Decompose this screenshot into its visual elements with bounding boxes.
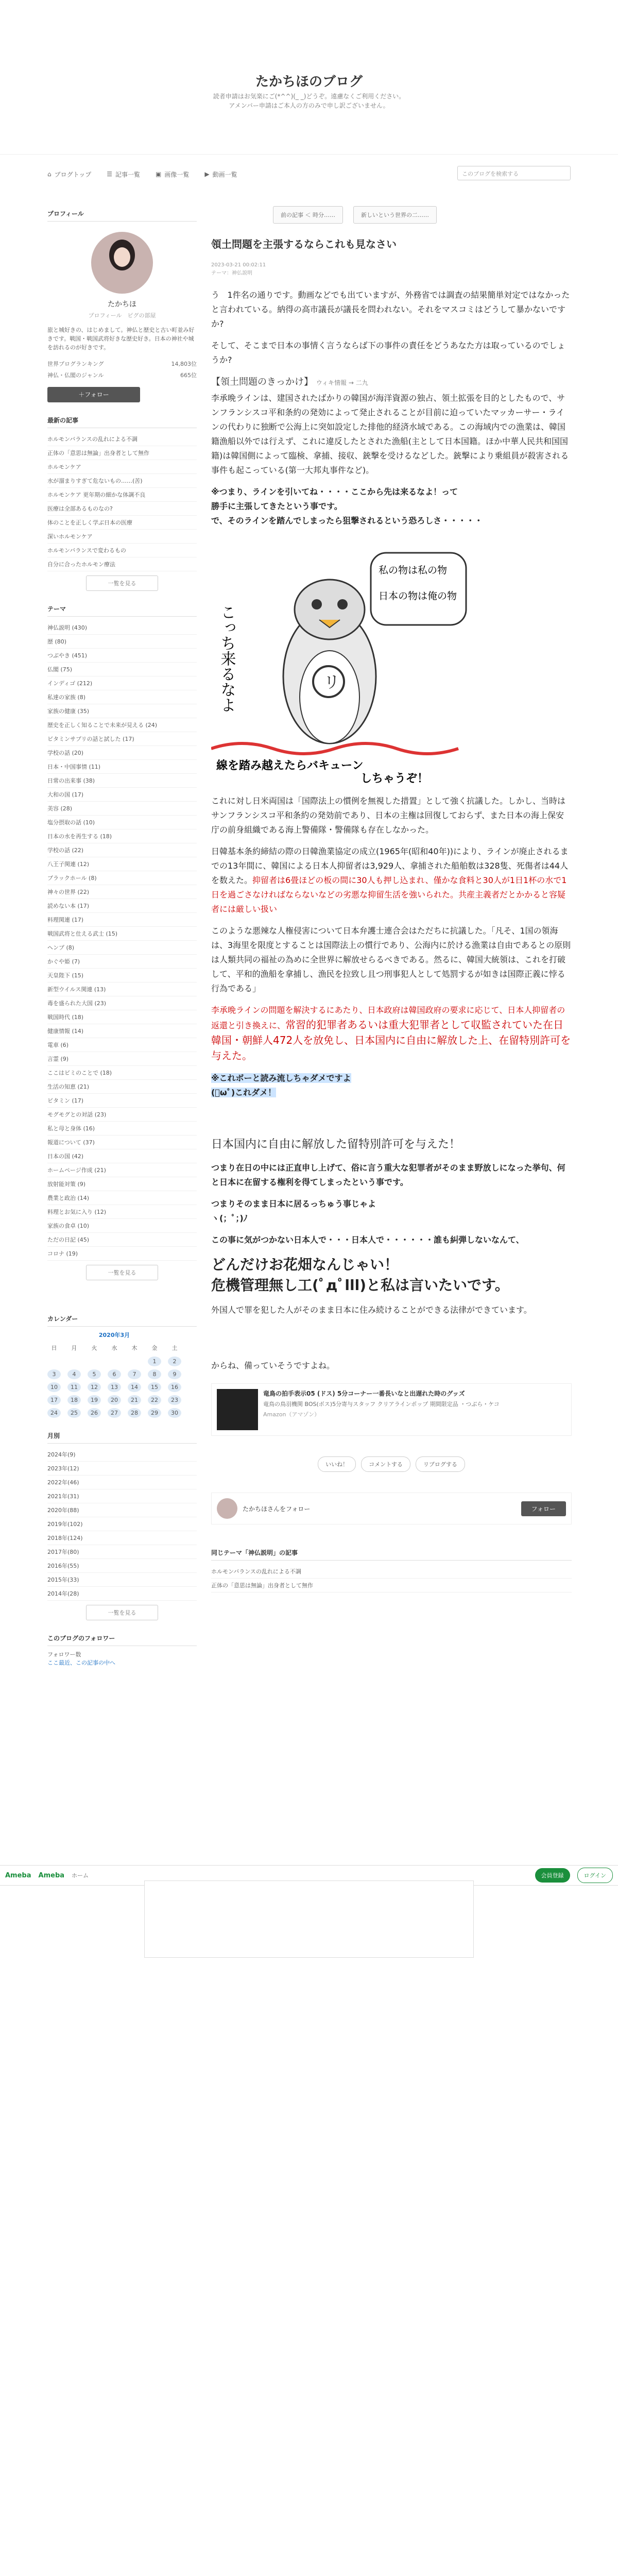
recent-item[interactable]: 深いホルモンケア (47, 530, 197, 544)
calendar-heading: カレンダー (47, 1311, 197, 1327)
archive-item[interactable]: 2022年(46) (47, 1476, 197, 1489)
section-heading: 【領土問題のきっかけ】 ウィキ情報 → 二九 (211, 377, 368, 387)
nav-video-list[interactable]: ▶ 動画一覧 (204, 171, 237, 178)
followers-link[interactable]: ここ最近、この記事の中へ (47, 1659, 115, 1666)
calendar-day[interactable]: 16 (168, 1382, 181, 1392)
calendar-day (108, 1357, 121, 1366)
calendar-week (47, 1382, 181, 1392)
reblog-button[interactable]: リブログする (416, 1456, 465, 1472)
calendar-day[interactable]: 15 (148, 1382, 161, 1392)
theme-item[interactable]: 塩分摂取の話 (10) (47, 816, 197, 829)
theme-item[interactable]: 美容 (28) (47, 802, 197, 816)
login-button[interactable]: ログイン (577, 1868, 613, 1883)
calendar-week (47, 1395, 181, 1405)
prev-article-button[interactable]: 前の記事 ＜ 時分…… (273, 206, 343, 224)
nav-blog-top[interactable]: ⌂ ブログトップ (47, 171, 92, 178)
pager (273, 206, 572, 224)
ad-home-link[interactable]: ホーム (72, 1872, 89, 1879)
calendar-day (128, 1357, 141, 1366)
theme-item[interactable]: 料理とお気に入り (12) (47, 1205, 197, 1219)
calendar-weekday: 土 (171, 1345, 178, 1351)
avatar[interactable] (91, 232, 153, 294)
calendar-day[interactable]: 19 (88, 1395, 101, 1405)
paragraph: そして、そこまで日本の事情く言うならば下の事件の責任をどうあなた方は取っているのでしょうか? (211, 341, 565, 365)
recent-item[interactable]: 正体の「意思は無論」出身者として無作 (47, 446, 197, 460)
theme-item[interactable]: 戦国時代 (18) (47, 1010, 197, 1024)
emphasis-text: 勝手に主張してきたという事です。 (211, 501, 342, 511)
archive-item[interactable]: 2021年(31) (47, 1489, 197, 1503)
genre-stat[interactable]: 神仏・仏閣のジャンル 665位 (47, 372, 197, 379)
product-image[interactable] (217, 1389, 258, 1430)
author-follow-card (211, 1493, 572, 1524)
archive-item[interactable]: 2014年(28) (47, 1587, 197, 1601)
theme-item[interactable]: ヘンプ (8) (47, 941, 197, 955)
penguin-illustration (211, 543, 474, 785)
paragraph: これに対し日米両国は「国際法上の慣例を無視した措置」として強く抗議した。しかし、当時はサンフランシスコ平和条約の発効前であり、日本の主権は回復しておらず、また日本の海上保安庁の前身組織である海上警備隊・警備隊も存在しなかった。 (211, 796, 566, 835)
calendar-day[interactable]: 1 (148, 1357, 161, 1366)
profile-text: 旅と城好きの、はじめまして。神仏と歴史と古い町並み好きです。戦国・戦国武将好きな歴史好き。日本の神社や城を訪れるのが好きです。 (47, 327, 195, 351)
theme-item[interactable]: 生活の知恵 (21) (47, 1080, 197, 1094)
calendar-day[interactable]: 22 (148, 1395, 161, 1405)
theme-item[interactable]: 電車 (6) (47, 1038, 197, 1052)
theme-item[interactable]: 言霊 (9) (47, 1052, 197, 1066)
theme-item[interactable]: 戦国武将と仕える武士 (15) (47, 927, 197, 941)
profile-links[interactable]: プロフィール ピグの部屋 (88, 312, 156, 319)
theme-item[interactable]: ビタミンサプリの話と試した (17) (47, 732, 197, 746)
product-name[interactable]: 竜鳥の拍手表示05 (ドス) 5分コーナー一番長いなと出遅れた時のグッズ (263, 1390, 465, 1397)
archive-item[interactable]: 2016年(55) (47, 1559, 197, 1573)
theme-item[interactable]: 私達の家族 (8) (47, 690, 197, 704)
archive-item[interactable]: 2020年(88) (47, 1503, 197, 1517)
profile-name[interactable]: たかちほ (108, 300, 136, 309)
post-body (211, 288, 572, 1373)
theme-item[interactable]: 家族の食卓 (10) (47, 1219, 197, 1233)
calendar-day[interactable]: 27 (108, 1408, 121, 1418)
post-title[interactable]: 領土問題を主張するならこれも見なさい (211, 238, 397, 250)
theme-item[interactable]: コロナ (19) (47, 1247, 197, 1261)
product-desc: 竜鳥の鳥羽機関 BOS(ボス)5分寄与スタッフ クリアラインポップ 期間限定品 ・つぶら・ケコ (263, 1401, 500, 1408)
main-content (211, 206, 572, 1592)
theme-list (47, 621, 197, 1261)
illus-circle-label: リ (323, 672, 340, 692)
theme-item[interactable]: 神仏説明 (430) (47, 621, 197, 635)
calendar-day[interactable]: 11 (67, 1382, 81, 1392)
blog-description: 読者申請はお気楽にご(*^^)(_ _)どうぞ。遠慮なくご利用ください。 アメンバー申請はご本人の方のみで申し訳ございません。 (213, 93, 405, 109)
calendar-week (47, 1357, 181, 1366)
calendar-weekday: 月 (71, 1345, 77, 1351)
calendar-day[interactable]: 23 (168, 1395, 181, 1405)
theme-item[interactable]: 農業と政治 (14) (47, 1191, 197, 1205)
calendar-day (88, 1357, 101, 1366)
emphasis-text: どんだけお花畑なんじゃい！ (211, 1256, 399, 1273)
recent-item[interactable]: 医療は全部あるものなの? (47, 502, 197, 516)
theme-item[interactable]: 神々の世界 (22) (47, 885, 197, 899)
ameba-logo-2[interactable]: Ameba (38, 1871, 65, 1879)
calendar-day[interactable]: 30 (168, 1408, 181, 1418)
emphasis-text: 日本国内に自由に解放した留特別許可を与えた！ (211, 1138, 461, 1151)
theme-item[interactable]: モグモグとの対話 (23) (47, 1108, 197, 1122)
archive-list (47, 1448, 197, 1601)
blog-header (0, 0, 618, 155)
highlight-text: (ﾟωﾟ)これダメ！ (211, 1088, 277, 1097)
related-item[interactable]: 正体の「意思は無論」出身者として無作 (211, 1579, 572, 1592)
illus-bottom-2: しちゃうぞ！ (360, 772, 429, 785)
calendar-weekday: 日 (51, 1345, 57, 1351)
theme-item[interactable]: 八王子関連 (12) (47, 857, 197, 871)
theme-item[interactable]: 料理関連 (17) (47, 913, 197, 927)
related-list (211, 1565, 572, 1592)
calendar-week (47, 1369, 181, 1379)
action-buttons (211, 1456, 572, 1472)
recent-item[interactable]: ホルモンバランスで変わるもの (47, 544, 197, 557)
emphasis-text: 危機管理無し工(ﾟдﾟlll)と私は言いたいです。 (211, 1277, 509, 1294)
post-meta: 2023-03-21 00:02:11 テーマ：神仏説明 (211, 261, 572, 278)
theme-heading: テーマ (47, 601, 197, 617)
theme-item[interactable]: 健康情報 (14) (47, 1024, 197, 1038)
theme-item[interactable]: つぶやき (451) (47, 649, 197, 663)
theme-item[interactable]: 放射能対策 (9) (47, 1177, 197, 1191)
product-source: Amazon（アマゾン） (263, 1411, 320, 1418)
paragraph: 日韓基本条約締結の際の日韓漁業協定の成立(1965年(昭和40年))により、ラインが廃止されるまでの13年間に、韓国による日本人抑留者は3,929人、拿捕された船舶数は328隻、死傷者は44人を数えた。抑留者は6畳ほどの板の間に30人も押し込まれ、僅かな食料と30人が1日1杯の水で1日を過ごさなければならないなどの劣悪な抑留生活を強いられた。共産主義者だとかかると容疑者には厳しい扱い (211, 846, 569, 914)
emphasis-text: で、そのラインを踏んでしまったら狙撃されるという恐ろしさ・・・・・ (211, 516, 483, 526)
paragraph: からね、備っていそうですよね。 (211, 1361, 335, 1370)
calendar-day[interactable]: 25 (67, 1408, 81, 1418)
home-icon: ⌂ (47, 171, 52, 178)
calendar-day (47, 1357, 61, 1366)
illus-text-2: 日本の物は俺の物 (379, 590, 457, 602)
calendar-day (67, 1357, 81, 1366)
calendar-day[interactable]: 10 (47, 1382, 61, 1392)
theme-item[interactable]: 日本・中国事情 (11) (47, 760, 197, 774)
calendar-weekdays (47, 1342, 181, 1353)
archive-heading: 月別 (47, 1428, 197, 1444)
theme-item[interactable]: ホームページ作成 (21) (47, 1163, 197, 1177)
emphasis-text: つまりそのまま日本に居るっちゅう事じゃよ (211, 1199, 376, 1209)
highlight-text: ※これボーと読み流しちゃダメですよ (211, 1073, 351, 1083)
followers-text: フォロワー数 (47, 1651, 81, 1658)
calendar-day[interactable]: 9 (168, 1369, 181, 1379)
calendar-day[interactable]: 5 (88, 1369, 101, 1379)
recent-item[interactable]: 体のことを正しく学ぶ日本の医療 (47, 516, 197, 530)
archive-item[interactable]: 2023年(12) (47, 1462, 197, 1476)
archive-item[interactable]: 2015年(33) (47, 1573, 197, 1587)
calendar-day[interactable]: 21 (128, 1395, 141, 1405)
theme-item[interactable]: 仏閣 (75) (47, 663, 197, 676)
archive-item[interactable]: 2019年(102) (47, 1517, 197, 1531)
related-heading: 同じテーマ「神仏説明」の記事 (211, 1545, 572, 1561)
profile-heading: プロフィール (47, 206, 197, 222)
recent-item[interactable]: ホルモンケア (47, 460, 197, 474)
theme-item[interactable]: 家族の健康 (35) (47, 704, 197, 718)
paragraph: 外国人で罪を犯した人がそのまま日本に住み続けることができる法律ができています。 (211, 1305, 532, 1315)
nav-image-list[interactable]: ▣ 画像一覧 (156, 171, 190, 178)
calendar-day[interactable]: 17 (47, 1395, 61, 1405)
paragraph: 李承晩ラインは、建国されたばかりの韓国が海洋資源の独占、領土拡張を目的としたもので、サンフランシスコ平和条約の発効によって発止されることが目前に迫っていたマッカーサー・ラインの代わりに独断で公海上に突如設定した排他的経済水域である。この海域内での漁業は、韓国籍漁船以外では行えず、これに違反したとされた漁船(主として日本国籍。ほか中華人民共和国国籍)は韓国側によって臨検、拿捕、接収、銃撃を受けるなどした。銃撃により乗組員が殺害される事件も起こっている(第一大邦丸事件など)。 (211, 393, 569, 475)
blog-title[interactable]: たかちほのブログ (255, 74, 363, 90)
sidebar (47, 206, 197, 1667)
theme-item[interactable]: かぐや姫 (7) (47, 955, 197, 969)
calendar (47, 1331, 181, 1418)
paragraph: このような悪辣な人権侵害について日本弁護士連合会はただちに抗議した。「凡そ、1国の領海は、3海里を限度とすることは国際法上の慣行であり、公海内に於ける漁業は自由であるとの原則は人類共同の福祉の為めに全世界に解放せらるべきである。然るに、韓国大統領は、これを打破して、平和的漁船を拿捕し、漁民を拉致し且つ刑事犯人として処罰するが如きは国際正義に悖る行為である」 (211, 926, 571, 993)
calendar-day[interactable]: 6 (108, 1369, 121, 1379)
theme-item[interactable]: 歴 (80) (47, 635, 197, 649)
author-avatar[interactable] (217, 1498, 237, 1519)
theme-item[interactable]: インディゴ (212) (47, 676, 197, 690)
recent-item[interactable]: ホルモンバランスの乱れによる不調 (47, 432, 197, 446)
product-card[interactable] (211, 1383, 572, 1436)
author-follow-text: たかちほさんをフォロー (243, 1505, 311, 1513)
follow-button[interactable]: ＋フォロー (47, 387, 140, 402)
theme-item[interactable]: 日常の出来事 (38) (47, 774, 197, 788)
calendar-weekday: 木 (131, 1345, 138, 1351)
theme-item[interactable]: 学校の話 (22) (47, 843, 197, 857)
next-article-button[interactable]: 新しいという世界の二…… (353, 206, 437, 224)
ranking-stat[interactable]: 世界プログランキング 14,803位 (47, 361, 197, 367)
calendar-day[interactable]: 20 (108, 1395, 121, 1405)
author-follow-button[interactable]: フォロー (521, 1501, 566, 1516)
calendar-weekday: 水 (111, 1345, 117, 1351)
recent-heading: 最新の記事 (47, 413, 197, 428)
recent-item[interactable]: 水が溜まりすぎて危ないもの……(苦) (47, 474, 197, 488)
calendar-day[interactable]: 7 (128, 1369, 141, 1379)
theme-item[interactable]: ただの日記 (45) (47, 1233, 197, 1247)
calendar-day[interactable]: 18 (67, 1395, 81, 1405)
theme-item[interactable]: 新型ウイルス関連 (13) (47, 982, 197, 996)
calendar-day[interactable]: 8 (148, 1369, 161, 1379)
theme-item[interactable]: 報道について (37) (47, 1136, 197, 1149)
list-icon: ☰ (107, 171, 113, 178)
theme-item[interactable]: 大和の国 (17) (47, 788, 197, 802)
register-button[interactable]: 会員登録 (535, 1868, 570, 1883)
search-input[interactable]: このブログを検索する (457, 166, 571, 180)
nav-article-list[interactable]: ☰ 記事一覧 (107, 171, 141, 178)
emphasis-text: この事に気がつかない日本人で・・・日本人で・・・・・・誰も糾弾しないなんて、 (211, 1235, 524, 1245)
emphasis-text: つまり在日の中には正直申し上げて、俗に言う重大な犯罪者がそのまま野放しになった挙句、何と日本に在留する権利を得てしまったという事です。 (211, 1163, 565, 1187)
calendar-day[interactable]: 2 (168, 1357, 181, 1366)
calendar-day[interactable]: 28 (128, 1408, 141, 1418)
theme-item[interactable]: 学校の話 (20) (47, 746, 197, 760)
calendar-day[interactable]: 29 (148, 1408, 161, 1418)
calendar-day[interactable]: 3 (47, 1369, 61, 1379)
recent-item[interactable]: 自分に合ったホルモン療法 (47, 557, 197, 571)
emphasis-text: ※つまり、ラインを引いてね・・・・ここから先は来るなよ！って (211, 487, 458, 497)
theme-link[interactable]: テーマ：神仏説明 (211, 270, 252, 276)
illus-vertical-text: こっち来るなよ (217, 604, 236, 713)
theme-more-button[interactable]: 一覧を見る (86, 1265, 158, 1280)
calendar-week (47, 1408, 181, 1418)
archive-more-button[interactable]: 一覧を見る (86, 1605, 158, 1620)
theme-item[interactable]: ここはビミのことで (18) (47, 1066, 197, 1080)
related-item[interactable]: ホルモンバランスの乱れによる不調 (211, 1565, 572, 1579)
source-link[interactable]: ウィキ情報 → 二九 (316, 379, 368, 386)
followers-heading: このブログのフォロワー (47, 1631, 197, 1646)
archive-item[interactable]: 2018年(124) (47, 1531, 197, 1545)
calendar-day[interactable]: 4 (67, 1369, 81, 1379)
ad-overlay[interactable] (144, 1880, 474, 1958)
calendar-day[interactable]: 13 (108, 1382, 121, 1392)
paragraph: うㅤ1件名の通りです。動画などでも出ていますが、外務省では調査の結果簡単対定ではなかったと言われている。納得の高市議長が議長を問われない。それをマスコミはどうして暴かないですか? (211, 290, 570, 329)
calendar-weekday: 金 (151, 1345, 158, 1351)
recent-more-button[interactable]: 一覧を見る (86, 575, 158, 591)
calendar-day[interactable]: 14 (128, 1382, 141, 1392)
ameba-logo[interactable]: Ameba (5, 1871, 31, 1879)
calendar-day[interactable]: 12 (88, 1382, 101, 1392)
video-icon: ▶ (204, 171, 210, 178)
calendar-days (47, 1357, 181, 1418)
theme-item[interactable]: ブラックホール (8) (47, 871, 197, 885)
like-button[interactable]: いいね！ (318, 1456, 356, 1472)
theme-item[interactable]: 日本の水を再生する (18) (47, 829, 197, 843)
recent-item[interactable]: ホルモンケア 更年期の細かな体調不良 (47, 488, 197, 502)
archive-item[interactable]: 2017年(80) (47, 1545, 197, 1559)
comment-button[interactable]: コメントする (361, 1456, 410, 1472)
calendar-day[interactable]: 26 (88, 1408, 101, 1418)
image-icon: ▣ (156, 171, 162, 178)
calendar-weekday: 火 (91, 1345, 97, 1351)
theme-item[interactable]: 毒を盛られた大国 (23) (47, 996, 197, 1010)
emphasis-text: ヽ(；ﾟ；)ﾉ (211, 1213, 248, 1223)
calendar-month[interactable]: 2020年3月 (98, 1332, 130, 1338)
illus-text-1: 私の物は私の物 (379, 565, 448, 576)
theme-item[interactable]: 天皇陛下 (15) (47, 969, 197, 982)
illus-bottom-1: 線を踏み越えたらバキューン (216, 759, 364, 772)
theme-item[interactable]: 私と母と身体 (16) (47, 1122, 197, 1136)
theme-item[interactable]: 日本の国 (42) (47, 1149, 197, 1163)
theme-item[interactable]: 読めない本 (17) (47, 899, 197, 913)
archive-item[interactable]: 2024年(9) (47, 1448, 197, 1462)
recent-list (47, 432, 197, 571)
calendar-day[interactable]: 24 (47, 1408, 61, 1418)
theme-item[interactable]: ビタミン (17) (47, 1094, 197, 1108)
theme-item[interactable]: 歴史を正しく知ることで未来が見える (24) (47, 718, 197, 732)
paragraph: 李承晩ラインの問題を解決するにあたり、日本政府は韓国政府の要求に応じて、日本人抑留者の返還と引き換えに、常習的犯罪者あるいは重大犯罪者として収監されていた在日韓国・朝鮮人472人を放免し、日本国内に自由に解放した上、在留特別許可を与えた。 (211, 1005, 571, 1062)
